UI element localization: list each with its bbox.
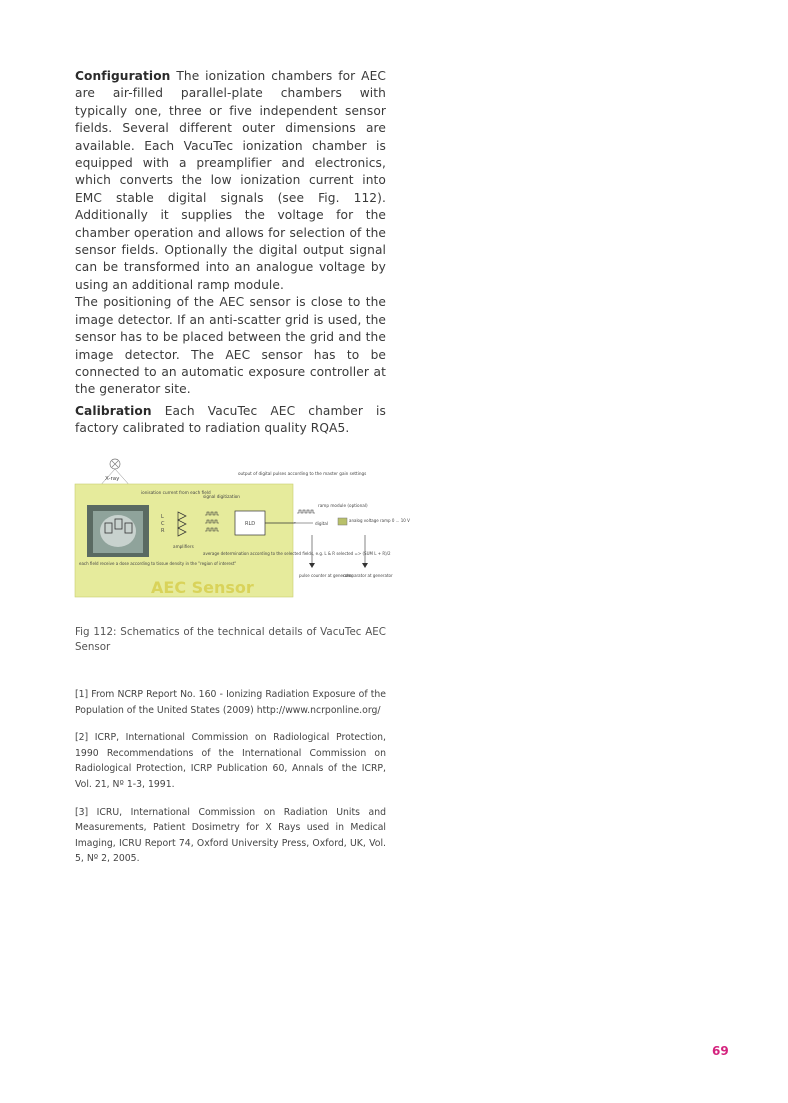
ionisation-label: ionisation current from each field xyxy=(141,490,211,495)
aec-schematic-svg xyxy=(75,455,410,605)
reference-1: [1] From NCRP Report No. 160 - Ionizing Radiation Exposure of the Population of the United States (2009) http://www.ncrponline.org/ xyxy=(75,689,386,716)
analog-label: analog voltage ramp 0 ... 10 V xyxy=(349,518,410,523)
field-label-r: R xyxy=(161,528,165,534)
field-label-c: C xyxy=(161,521,165,527)
positioning-paragraph: The positioning of the AEC sensor is close to the image detector. If an anti-scatter grid is used, the sensor has to be placed between the grid and the image detector. The AEC sensor has to be connected to an automatic exposure controller at the generator site. xyxy=(75,295,386,397)
reference-2: [2] ICRP, International Commission on Radiological Protection, 1990 Recommendations of the International Commission on Radiological Protection, ICRP Publication 60, Annals of the ICRP, Vol. 21, Nº 1-3, 1991. xyxy=(75,732,386,790)
reference-3: [3] ICRU, International Commission on Radiation Units and Measurements, Patient Dosimetry for X Rays used in Medical Imaging, ICRU Report 74, Oxford University Press, Oxford, UK, Vol. 5, Nº 2, 2005. xyxy=(75,806,386,865)
output-digital-label: output of digital pulses according to the master gain settings xyxy=(238,471,367,476)
calibration-text: Each VacuTec AEC chamber is factory calibrated to radiation quality RQA5. xyxy=(75,404,386,436)
pulse-counter-label: pulse counter at generator xyxy=(299,573,353,578)
calibration-paragraph xyxy=(75,403,386,438)
ramp-module-icon xyxy=(338,518,347,525)
aec-schematic-figure xyxy=(75,455,410,605)
figure-caption: Fig 112: Schematics of the technical details of VacuTec AEC Sensor xyxy=(75,626,386,653)
calibration-section xyxy=(75,403,386,438)
arrow-to-pulse-counter-head xyxy=(309,563,315,568)
digital-label: digital xyxy=(315,521,329,526)
arrow-to-comparator-head xyxy=(362,563,368,568)
signal-digitization-label: signal digitization xyxy=(203,494,240,499)
each-field-label: each field receive a dose according to tissue density in the "region of interest" xyxy=(79,561,237,566)
patient-xray-torso xyxy=(100,515,136,547)
page-number: 69 xyxy=(712,1044,729,1058)
configuration-section xyxy=(75,68,386,399)
configuration-text: The ionization chambers for AEC are air-filled parallel-plate chambers with typically one, three or five independent sensor fields. Several different outer dimensions are available. Each VacuTec ionization chamber is equipped with a preamplifier and electronics, which converts the low ionization current into EMC stable digital signals (see Fig. 112). Additionally it supplies the voltage for the chamber operation and allows for selection of the sensor fields. Optionally the digital output signal can be transformed into an analogue voltage by using an additional ramp module. xyxy=(75,69,386,292)
field-label-l: L xyxy=(161,514,164,520)
amplifiers-label: amplifiers xyxy=(173,544,194,549)
calibration-heading: Calibration xyxy=(75,404,152,418)
aec-sensor-title: AEC Sensor xyxy=(151,578,254,597)
rld-label: RLD xyxy=(245,521,256,527)
xray-label: X-ray xyxy=(105,476,120,482)
ramp-module-label: ramp module (optional) xyxy=(318,503,368,508)
average-label: average determination according to the selected fields, e.g. L & R selected => (SUM L + R)/2 xyxy=(203,551,391,556)
configuration-heading: Configuration xyxy=(75,69,171,83)
references-list xyxy=(75,687,386,879)
configuration-paragraph xyxy=(75,68,386,294)
comparator-label: comparator at generator xyxy=(343,573,393,578)
